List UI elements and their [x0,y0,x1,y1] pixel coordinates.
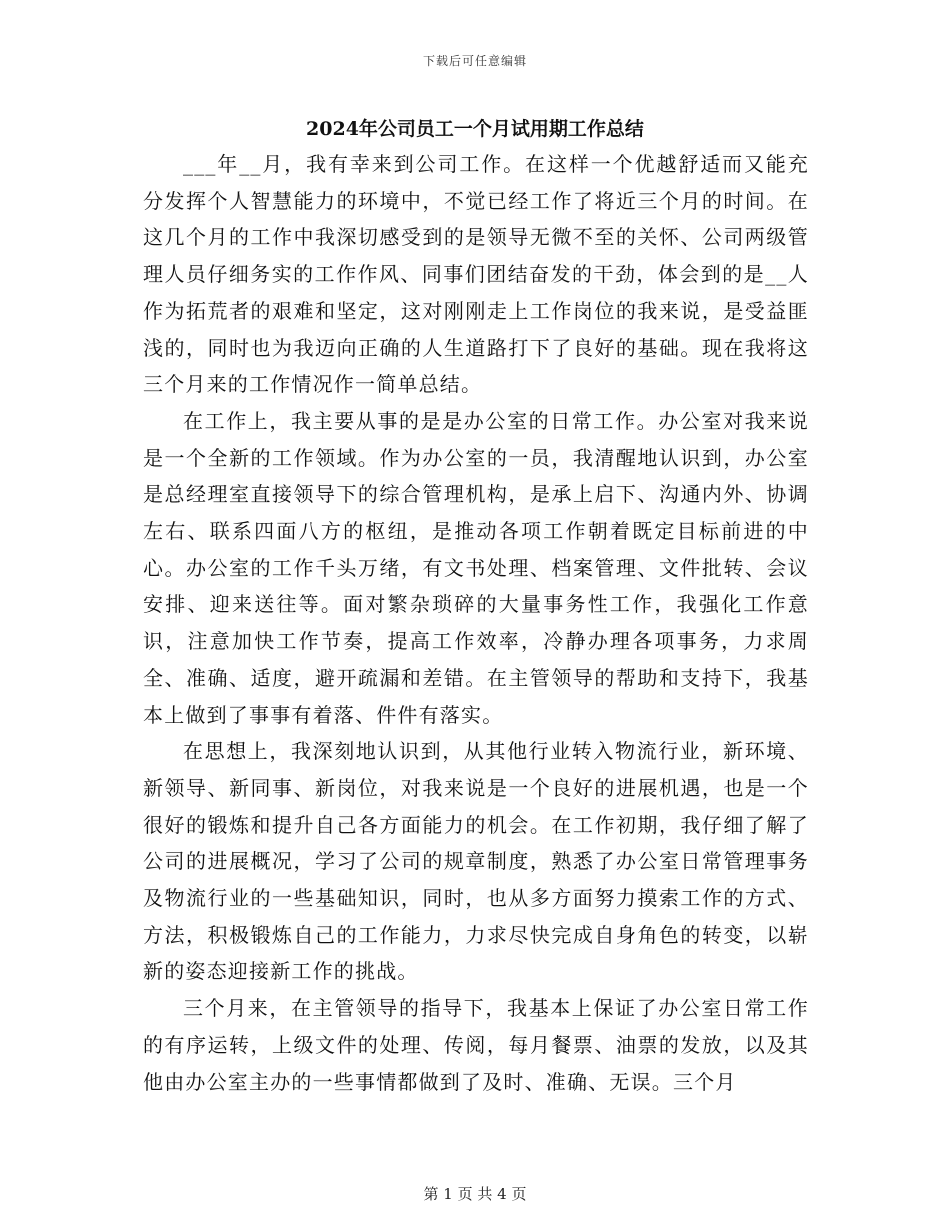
paragraph-1: ___年__月，我有幸来到公司工作。在这样一个优越舒适而又能充分发挥个人智慧能力的环境中，不觉已经工作了将近三个月的时间。在这几个月的工作中我深切感受到的是领导无微不至的关怀、公司两级管理人员仔细务实的工作作风、同事们团结奋发的干劲，体会到的是__人作为拓荒者的艰难和坚定，这对刚刚走上工作岗位的我来说，是受益匪浅的，同时也为我迈向正确的人生道路打下了良好的基础。现在我将这三个月来的工作情况作一简单总结。 [143,152,809,397]
document-title: 2024年公司员工一个月试用期工作总结 [306,118,644,140]
paragraph-4: 三个月来，在主管领导的指导下，我基本上保证了办公室日常工作的有序运转，上级文件的处理、传阅，每月餐票、油票的发放，以及其他由办公室主办的一些事情都做到了及时、准确、无误。三个月 [143,996,809,1094]
header-note: 下载后可任意编辑 [422,54,527,68]
page-number-footer: 第 1 页 共 4 页 [423,1185,527,1203]
paragraph-3: 在思想上，我深刻地认识到，从其他行业转入物流行业，新环境、新领导、新同事、新岗位，对我来说是一个良好的进展机遇，也是一个很好的锻炼和提升自己各方面能力的机会。在工作初期，我仔细了解了公司的进展概况，学习了公司的规章制度，熟悉了办公室日常管理事务及物流行业的一些基础知识，同时，也从多方面努力摸索工作的方式、方法，积极锻炼自己的工作能力，力求尽快完成自身角色的转变，以崭新的姿态迎接新工作的挑战。 [143,739,809,984]
document-body [143,146,809,1100]
paragraph-2: 在工作上，我主要从事的是是办公室的日常工作。办公室对我来说是一个全新的工作领域。作为办公室的一员，我清醒地认识到，办公室是总经理室直接领导下的综合管理机构，是承上启下、沟通内外、协调左右、联系四面八方的枢纽，是推动各项工作朝着既定目标前进的中心。办公室的工作千头万绪，有文书处理、档案管理、文件批转、会议安排、迎来送往等。面对繁杂琐碎的大量事务性工作，我强化工作意识，注意加快工作节奏，提高工作效率，冷静办理各项事务，力求周全、准确、适度，避开疏漏和差错。在主管领导的帮助和支持下，我基本上做到了事事有着落、件件有落实。 [143,408,809,727]
